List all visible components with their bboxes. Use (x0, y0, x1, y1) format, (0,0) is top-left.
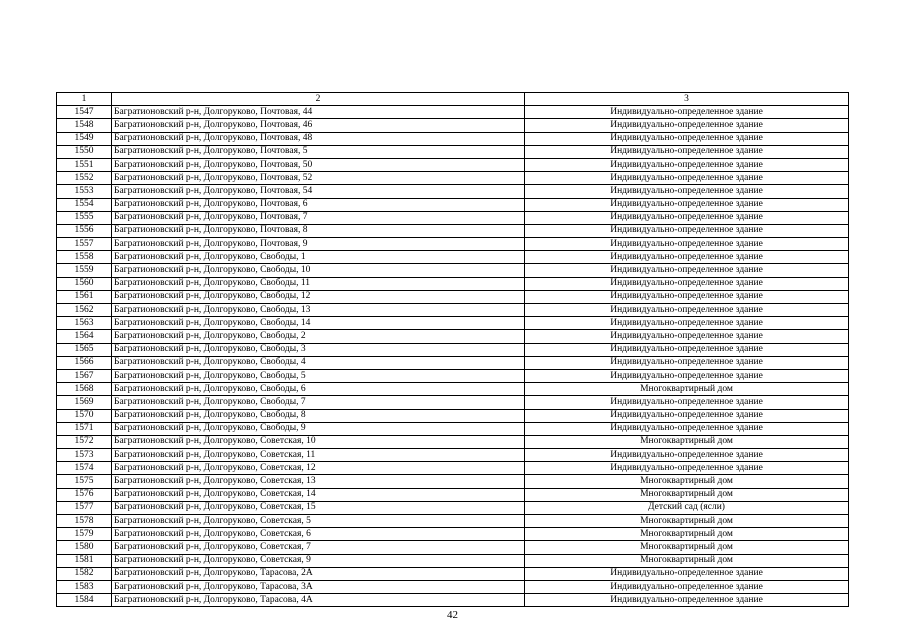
address-cell: Багратионовский р-н, Долгоруково, Советская, 13 (112, 475, 525, 488)
row-number-cell: 1581 (57, 554, 112, 567)
building-type-cell: Индивидуально-определенное здание (525, 106, 849, 119)
address-cell: Багратионовский р-н, Долгоруково, Свободы, 11 (112, 277, 525, 290)
table-row (57, 515, 849, 528)
table-row (57, 475, 849, 488)
address-cell: Багратионовский р-н, Долгоруково, Почтовая, 44 (112, 106, 525, 119)
table-row (57, 567, 849, 580)
row-number-cell: 1562 (57, 304, 112, 317)
building-type-cell: Индивидуально-определенное здание (525, 145, 849, 158)
address-cell: Багратионовский р-н, Долгоруково, Свободы, 9 (112, 422, 525, 435)
address-cell: Багратионовский р-н, Долгоруково, Почтовая, 46 (112, 119, 525, 132)
address-cell: Багратионовский р-н, Долгоруково, Советская, 5 (112, 515, 525, 528)
row-number-cell: 1568 (57, 383, 112, 396)
address-cell: Багратионовский р-н, Долгоруково, Советская, 10 (112, 435, 525, 448)
row-number-cell: 1553 (57, 185, 112, 198)
row-number-cell: 1567 (57, 369, 112, 382)
address-cell: Багратионовский р-н, Долгоруково, Свободы, 13 (112, 304, 525, 317)
table-row (57, 356, 849, 369)
table-row (57, 409, 849, 422)
row-number-cell: 1557 (57, 238, 112, 251)
row-number-cell: 1571 (57, 422, 112, 435)
building-type-cell: Детский сад (ясли) (525, 501, 849, 514)
table-row (57, 396, 849, 409)
row-number-cell: 1582 (57, 567, 112, 580)
address-cell: Багратионовский р-н, Долгоруково, Свободы, 12 (112, 290, 525, 303)
building-type-cell: Индивидуально-определенное здание (525, 422, 849, 435)
page-number: 42 (447, 609, 458, 621)
row-number-cell: 1579 (57, 528, 112, 541)
address-cell: Багратионовский р-н, Долгоруково, Свободы, 14 (112, 317, 525, 330)
address-cell: Багратионовский р-н, Долгоруково, Свободы, 10 (112, 264, 525, 277)
table-row (57, 277, 849, 290)
table-row (57, 132, 849, 145)
column-header-type: 3 (525, 93, 849, 106)
address-cell: Багратионовский р-н, Долгоруково, Свободы, 7 (112, 396, 525, 409)
table-row (57, 488, 849, 501)
building-type-cell: Индивидуально-определенное здание (525, 264, 849, 277)
building-type-cell: Индивидуально-определенное здание (525, 396, 849, 409)
building-type-cell: Индивидуально-определенное здание (525, 290, 849, 303)
row-number-cell: 1550 (57, 145, 112, 158)
building-type-cell: Индивидуально-определенное здание (525, 238, 849, 251)
table-header-row (57, 93, 849, 106)
table-row (57, 554, 849, 567)
address-cell: Багратионовский р-н, Долгоруково, Почтовая, 6 (112, 198, 525, 211)
table-row (57, 145, 849, 158)
building-type-cell: Индивидуально-определенное здание (525, 330, 849, 343)
column-header-number: 1 (57, 93, 112, 106)
table-row (57, 330, 849, 343)
address-cell: Багратионовский р-н, Долгоруково, Почтовая, 9 (112, 238, 525, 251)
building-type-cell: Индивидуально-определенное здание (525, 409, 849, 422)
table-row (57, 528, 849, 541)
table-row (57, 594, 849, 607)
building-type-cell: Индивидуально-определенное здание (525, 304, 849, 317)
row-number-cell: 1580 (57, 541, 112, 554)
building-type-cell: Многоквартирный дом (525, 528, 849, 541)
row-number-cell: 1554 (57, 198, 112, 211)
building-type-cell: Многоквартирный дом (525, 383, 849, 396)
table-row (57, 501, 849, 514)
table-row (57, 343, 849, 356)
address-cell: Багратионовский р-н, Долгоруково, Тарасова, 3А (112, 580, 525, 593)
address-cell: Багратионовский р-н, Долгоруково, Советская, 11 (112, 449, 525, 462)
table-row (57, 317, 849, 330)
table-row (57, 198, 849, 211)
building-type-cell: Индивидуально-определенное здание (525, 277, 849, 290)
address-cell: Багратионовский р-н, Долгоруково, Свободы, 4 (112, 356, 525, 369)
row-number-cell: 1558 (57, 251, 112, 264)
building-type-cell: Индивидуально-определенное здание (525, 594, 849, 607)
row-number-cell: 1584 (57, 594, 112, 607)
address-cell: Багратионовский р-н, Долгоруково, Советская, 15 (112, 501, 525, 514)
row-number-cell: 1583 (57, 580, 112, 593)
table-row (57, 383, 849, 396)
building-type-cell: Индивидуально-определенное здание (525, 211, 849, 224)
row-number-cell: 1578 (57, 515, 112, 528)
table-row (57, 251, 849, 264)
address-cell: Багратионовский р-н, Долгоруково, Свободы, 6 (112, 383, 525, 396)
table-row (57, 172, 849, 185)
building-type-cell: Индивидуально-определенное здание (525, 251, 849, 264)
address-cell: Багратионовский р-н, Долгоруково, Свободы, 8 (112, 409, 525, 422)
building-type-cell: Индивидуально-определенное здание (525, 158, 849, 171)
building-type-cell: Многоквартирный дом (525, 475, 849, 488)
row-number-cell: 1576 (57, 488, 112, 501)
document-table (56, 92, 849, 607)
building-type-cell: Индивидуально-определенное здание (525, 580, 849, 593)
row-number-cell: 1551 (57, 158, 112, 171)
table-row (57, 264, 849, 277)
table-row (57, 462, 849, 475)
address-cell: Багратионовский р-н, Долгоруково, Почтовая, 50 (112, 158, 525, 171)
row-number-cell: 1556 (57, 224, 112, 237)
address-cell: Багратионовский р-н, Долгоруково, Советская, 7 (112, 541, 525, 554)
row-number-cell: 1573 (57, 449, 112, 462)
address-cell: Багратионовский р-н, Долгоруково, Советская, 12 (112, 462, 525, 475)
building-type-cell: Индивидуально-определенное здание (525, 449, 849, 462)
row-number-cell: 1547 (57, 106, 112, 119)
table-row (57, 158, 849, 171)
row-number-cell: 1565 (57, 343, 112, 356)
row-number-cell: 1570 (57, 409, 112, 422)
address-cell: Багратионовский р-н, Долгоруково, Почтовая, 54 (112, 185, 525, 198)
row-number-cell: 1560 (57, 277, 112, 290)
table-row (57, 541, 849, 554)
building-type-cell: Индивидуально-определенное здание (525, 132, 849, 145)
building-type-cell: Индивидуально-определенное здание (525, 224, 849, 237)
table-row (57, 106, 849, 119)
row-number-cell: 1569 (57, 396, 112, 409)
address-cell: Багратионовский р-н, Долгоруково, Свободы, 2 (112, 330, 525, 343)
address-cell: Багратионовский р-н, Долгоруково, Почтовая, 5 (112, 145, 525, 158)
address-cell: Багратионовский р-н, Долгоруково, Советская, 6 (112, 528, 525, 541)
row-number-cell: 1548 (57, 119, 112, 132)
address-cell: Багратионовский р-н, Долгоруково, Почтовая, 8 (112, 224, 525, 237)
building-type-cell: Многоквартирный дом (525, 515, 849, 528)
address-cell: Багратионовский р-н, Долгоруково, Тарасова, 2А (112, 567, 525, 580)
building-type-cell: Многоквартирный дом (525, 488, 849, 501)
row-number-cell: 1575 (57, 475, 112, 488)
building-type-cell: Многоквартирный дом (525, 435, 849, 448)
table-row (57, 369, 849, 382)
table-row (57, 449, 849, 462)
building-type-cell: Многоквартирный дом (525, 541, 849, 554)
address-cell: Багратионовский р-н, Долгоруково, Почтовая, 7 (112, 211, 525, 224)
column-header-address: 2 (112, 93, 525, 106)
row-number-cell: 1561 (57, 290, 112, 303)
table-row (57, 304, 849, 317)
row-number-cell: 1563 (57, 317, 112, 330)
row-number-cell: 1572 (57, 435, 112, 448)
building-type-cell: Индивидуально-определенное здание (525, 356, 849, 369)
building-type-cell: Индивидуально-определенное здание (525, 198, 849, 211)
building-type-cell: Индивидуально-определенное здание (525, 462, 849, 475)
address-cell: Багратионовский р-н, Долгоруково, Свободы, 5 (112, 369, 525, 382)
building-type-cell: Индивидуально-определенное здание (525, 343, 849, 356)
table-row (57, 211, 849, 224)
address-cell: Багратионовский р-н, Долгоруково, Советская, 14 (112, 488, 525, 501)
row-number-cell: 1555 (57, 211, 112, 224)
address-cell: Багратионовский р-н, Долгоруково, Почтовая, 48 (112, 132, 525, 145)
table-row (57, 238, 849, 251)
address-cell: Багратионовский р-н, Долгоруково, Тарасова, 4А (112, 594, 525, 607)
building-type-cell: Индивидуально-определенное здание (525, 317, 849, 330)
building-type-cell: Индивидуально-определенное здание (525, 185, 849, 198)
table-row (57, 422, 849, 435)
row-number-cell: 1549 (57, 132, 112, 145)
address-cell: Багратионовский р-н, Долгоруково, Советская, 9 (112, 554, 525, 567)
row-number-cell: 1559 (57, 264, 112, 277)
building-type-cell: Индивидуально-определенное здание (525, 172, 849, 185)
table-row (57, 224, 849, 237)
table-row (57, 290, 849, 303)
row-number-cell: 1574 (57, 462, 112, 475)
row-number-cell: 1566 (57, 356, 112, 369)
building-type-cell: Индивидуально-определенное здание (525, 567, 849, 580)
table-row (57, 185, 849, 198)
table-body (57, 106, 849, 607)
building-type-cell: Индивидуально-определенное здание (525, 119, 849, 132)
address-cell: Багратионовский р-н, Долгоруково, Почтовая, 52 (112, 172, 525, 185)
building-type-cell: Многоквартирный дом (525, 554, 849, 567)
table-row (57, 580, 849, 593)
table-row (57, 435, 849, 448)
address-cell: Багратионовский р-н, Долгоруково, Свободы, 1 (112, 251, 525, 264)
table-row (57, 119, 849, 132)
row-number-cell: 1564 (57, 330, 112, 343)
row-number-cell: 1552 (57, 172, 112, 185)
address-cell: Багратионовский р-н, Долгоруково, Свободы, 3 (112, 343, 525, 356)
building-type-cell: Индивидуально-определенное здание (525, 369, 849, 382)
row-number-cell: 1577 (57, 501, 112, 514)
